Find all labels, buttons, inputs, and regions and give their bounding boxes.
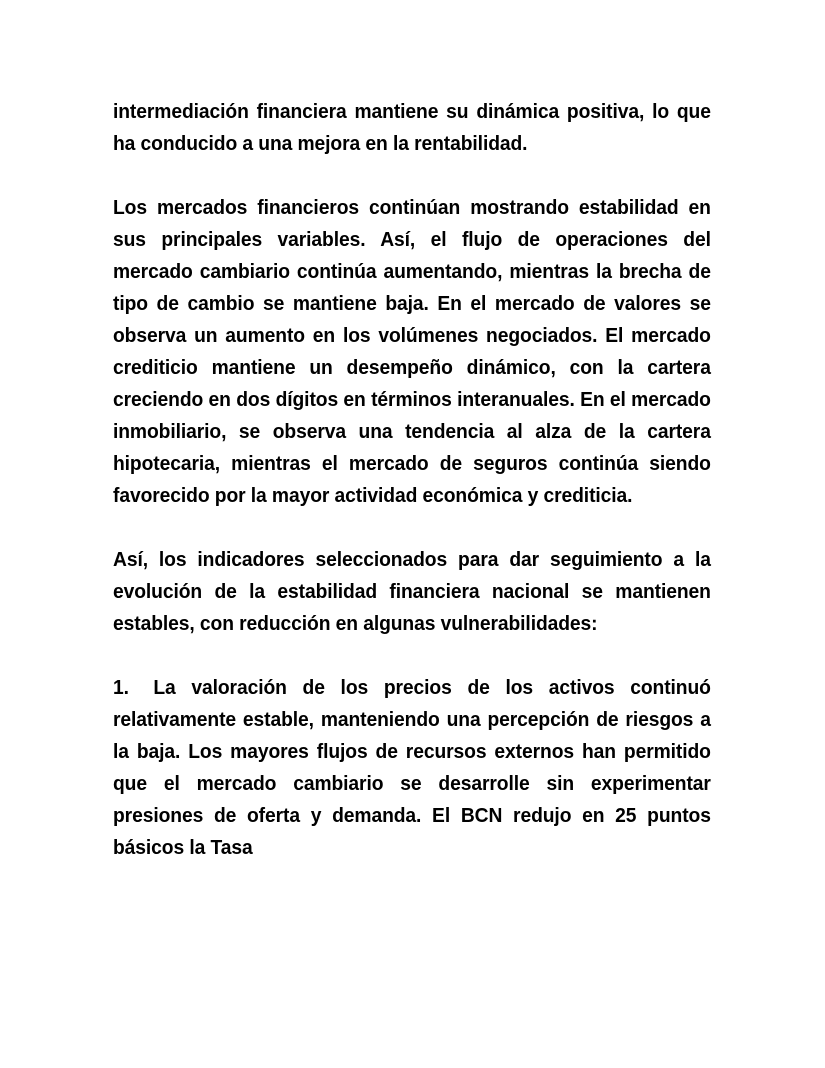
list-marker-1: 1.	[113, 676, 129, 699]
paragraph-indicadores-seleccionados: Así, los indicadores seleccionados para dar seguimiento a la evolución de la estabilidad financiera nacional se mantienen estables, con reducción en algunas vulnerabilidades:	[113, 548, 711, 635]
paragraph-mercados-financieros: Los mercados financieros continúan mostrando estabilidad en sus principales variables. Así, el flujo de operaciones del mercado cambiario continúa aumentando, mientras la brecha de tipo de cambio se mantiene baja. En el mercado de valores se observa un aumento en los volúmenes negociados. El mercado crediticio mantiene un desempeño dinámico, con la cartera creciendo en dos dígitos en términos interanuales. En el mercado inmobiliario, se observa una tendencia al alza de la cartera hipotecaria, mientras el mercado de seguros continúa siendo favorecido por la mayor actividad económica y crediticia.	[113, 196, 711, 507]
numbered-item-1-text: La valoración de los precios de los activos continuó relativamente estable, manteniendo una percepción de riesgos a la baja. Los mayores flujos de recursos externos han permitido que el mercado cambiario se desarrolle sin experimentar presiones de oferta y demanda. El BCN redujo en 25 puntos básicos la Tasa	[113, 676, 711, 859]
numbered-item-1	[113, 672, 711, 864]
text-column	[113, 96, 711, 864]
paragraph-intermediacion-financiera: intermediación financiera mantiene su dinámica positiva, lo que ha conducido a una mejora en la rentabilidad.	[113, 100, 711, 155]
